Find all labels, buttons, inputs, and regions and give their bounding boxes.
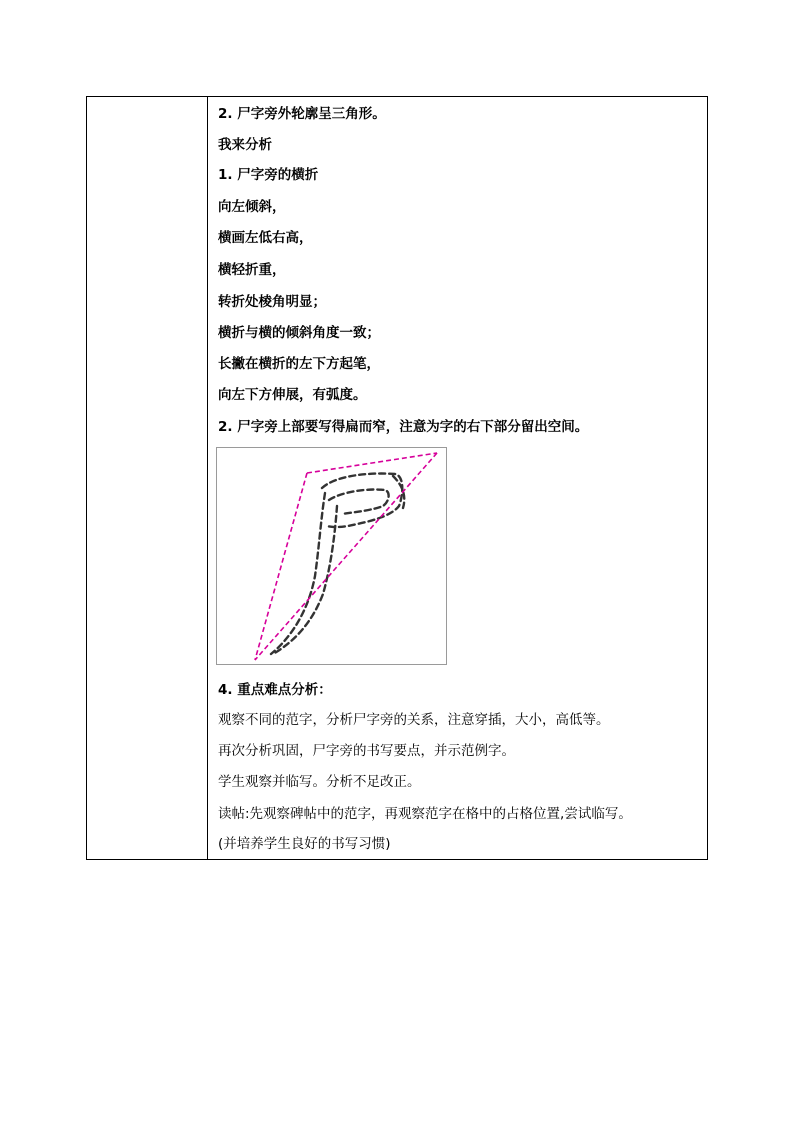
key-point-paragraph: (并培养学生良好的书写习惯) xyxy=(218,836,391,852)
detail-line: 长撇在横折的左下方起笔， xyxy=(218,356,380,372)
lesson-table xyxy=(86,96,708,860)
key-point-paragraph: 观察不同的范字，分析尸字旁的关系，注意穿插，大小，高低等。 xyxy=(218,712,610,728)
detail-line: 横画左低右高， xyxy=(218,230,313,246)
detail-line: 转折处棱角明显； xyxy=(218,294,326,310)
key-point-paragraph: 学生观察并临写。分析不足改正。 xyxy=(218,774,421,790)
detail-line: 横折与横的倾斜角度一致； xyxy=(218,325,380,341)
radical-outline-image xyxy=(217,448,446,664)
detail-line: 向左倾斜， xyxy=(218,199,286,215)
item-2-heading: 2. 尸字旁上部要写得扁而窄，注意为字的右下部分留出空间。 xyxy=(218,419,589,435)
key-point-paragraph: 再次分析巩固，尸字旁的书写要点，并示范例字。 xyxy=(218,743,515,759)
key-point-paragraph: 读帖:先观察碑帖中的范字，再观察范字在格中的占格位置,尝试临写。 xyxy=(218,806,632,822)
content-cell xyxy=(208,97,707,859)
detail-line: 向左下方伸展，有弧度。 xyxy=(218,387,367,403)
empty-label-cell xyxy=(87,97,208,859)
key-points-heading: 4. 重点难点分析： xyxy=(218,682,332,698)
point-2-text: 2. 尸字旁外轮廓呈三角形。 xyxy=(218,106,386,122)
outline-triangle xyxy=(255,453,437,660)
detail-line: 横轻折重， xyxy=(218,262,286,278)
radical-stroke-outline xyxy=(271,474,404,654)
analysis-heading: 我来分析 xyxy=(218,137,272,153)
radical-diagram xyxy=(216,447,447,665)
item-1-heading: 1. 尸字旁的横折 xyxy=(218,167,319,183)
